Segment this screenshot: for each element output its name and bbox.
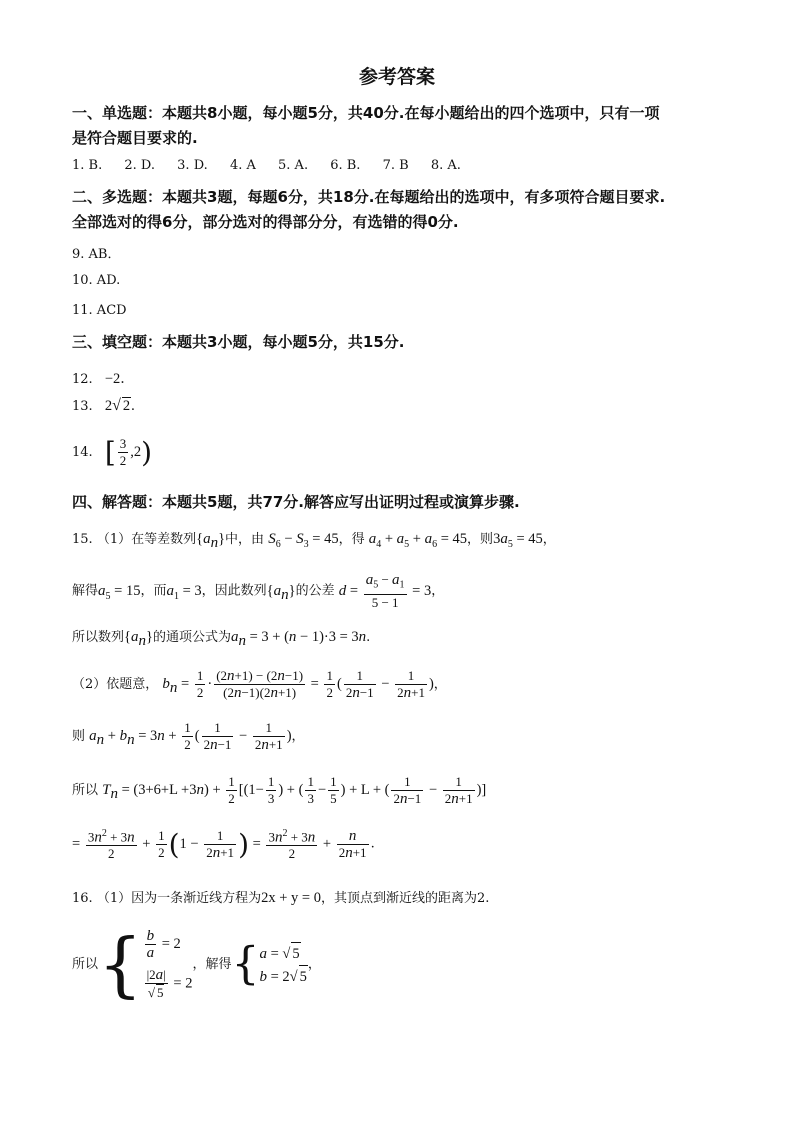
q16-line1: 16. （1）因为一条渐近线方程为2x + y = 0，其顶点到渐近线的距离为2.: [72, 890, 490, 906]
answer-13: 13. 2√ 2.: [72, 397, 135, 414]
answer-1: 1. B.: [72, 158, 103, 173]
answer-8: 8. A.: [430, 158, 461, 173]
section3-heading: 三、填空题：本题共3小题，每小题5分，共15分.: [72, 333, 405, 351]
section4-heading: 四、解答题：本题共5题，共77分.解答应写出证明过程或演算步骤.: [72, 493, 520, 511]
answer-12: 12. −2．: [72, 371, 135, 387]
answer-10: 10. AD.: [72, 273, 121, 288]
section1-answers: [72, 158, 479, 173]
answer-7: 7. B: [382, 158, 409, 173]
q15-part2-line2: 则 $a_n + b_n = 3n$ + $\frac{1}{2}$ ( $\frac{1}{2n-1}$ − $\frac{1}{2n+1}$ )，: [72, 720, 305, 753]
answer-5: 5. A.: [278, 158, 309, 173]
page-title: 参考答案: [358, 66, 435, 88]
q15-part2-line4: = $\frac{3n^2 + 3n}{2}$ + $\frac{1}{2}$ (1 − $\frac{1}{2n+1}$ ) = $\frac{3n^2 + 3n}{2}$ + $\frac{n}{2n+1}$ .: [72, 827, 375, 862]
answer-3: 3. D.: [177, 158, 208, 173]
section1-heading: 一、单选题：本题共8小题，每小题5分，共40分.在每小题给出的四个选项中，只有一项 是符合题目要求的.: [72, 104, 660, 147]
section2-heading: 二、多选题：本题共3题，每题6分，共18分.在每题给出的选项中，有多项符合题目要求. 全部选对的得6分，部分选对的得部分分，有选错的得0分.: [72, 188, 666, 231]
q15-part2-line3: 所以 $T_n = (3+6+L +3n)$ + $\frac{1}{2}$ [(1− $\frac{1}{3}$ ) + ( $\frac{1}{3}$ − $\frac{1}{5}$ ) + L + ( $\frac{1}{2n-1}$ − $\frac{1}{2n+1}$ )]: [72, 774, 487, 807]
answer-2: 2. D.: [124, 158, 156, 173]
q15-part2-line1: （2）依题意， $b_n$ = $\frac{1}{2}$ · $\frac{(2n+1) - (2n-1)}{(2n-1)(2n+1)}$ = $\frac{1}{2}$ ( $\frac{1}{2n-1}$ − $\frac{1}{2n+1}$ )，: [72, 668, 447, 701]
answer-9: 9. AB．: [72, 247, 121, 262]
q15-line3: 所以数列$\{a_n\}$的通项公式为$a_n = 3 + (n - 1)\cdot 3 = 3n$.: [72, 629, 371, 649]
answer-6: 6. B.: [330, 158, 361, 173]
answer-14: 14. [ $\frac{3}{2}$ ,2): [72, 436, 153, 469]
q16-line2: 所以{ $\frac{b}{a}$ = 2 $\frac{|2a|}{√ 5}$ = 2 ，解得{ a = √ 5 b = 2√ 5 ，: [72, 923, 321, 1006]
q15-line2: 解得$a_5 = 15$，而$a_1 = 3$，因此数列$\{a_n\}$的公差 d = $\frac{a_5 - a_1}{5 - 1}$ = 3，: [72, 572, 445, 610]
answer-11: 11. ACD: [72, 303, 127, 318]
q15-line1: 15. （1）在等差数列$\{a_n\}$中，由 $S_6 - S_3 = 45$，得 $a_4 + a_5 + a_6 = 45$，则$3a_5 = 45$，: [72, 531, 556, 551]
answer-4: 4. A: [229, 158, 256, 173]
